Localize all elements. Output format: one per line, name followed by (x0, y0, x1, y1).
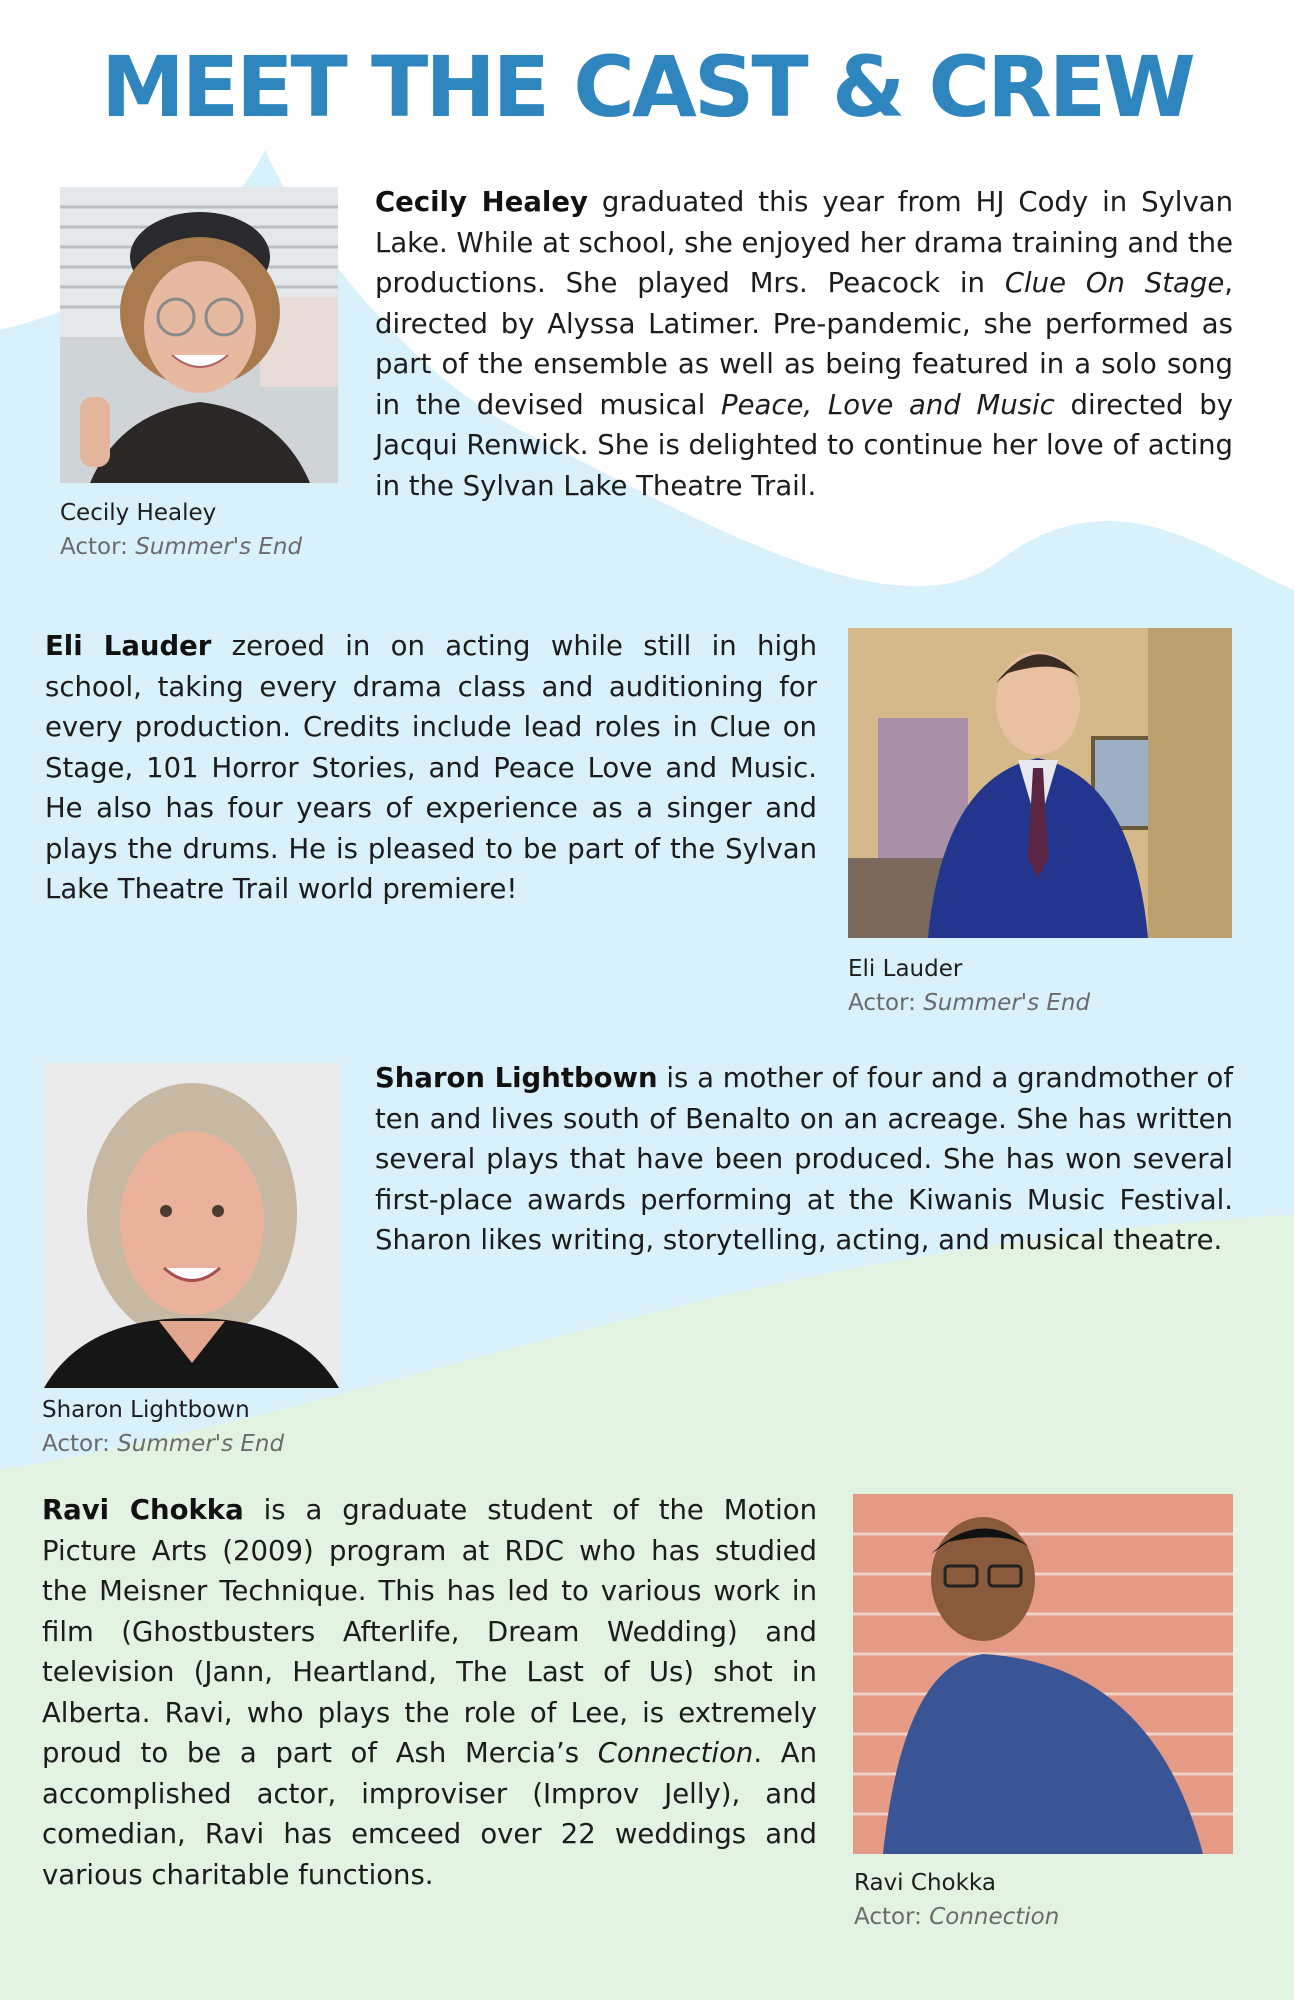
eli-lauder-bio (45, 626, 817, 910)
bio-text: . An accomplished actor, improviser (Improv Jelly), and comedian, Ravi has emceed over 22 weddings and various charitable functions. (42, 1737, 817, 1891)
caption-name: Sharon Lightbown (42, 1397, 250, 1423)
eli-lauder-caption (848, 952, 1090, 1020)
sharon-lightbown-bio (375, 1058, 1233, 1261)
bio-text: is a mother of four and a grandmother of ten and lives south of Benalto on an acreage. She has written several plays that have been produced. She has won several first-place awards performing at the Kiwanis Music Festival. Sharon likes writing, storytelling, acting, and musical theatre. (375, 1062, 1234, 1256)
bio-text: , directed by Alyssa Latimer. Pre-pandemic, she performed as part of the ensemble as well as being featured in a solo song in the devised musical (375, 267, 1234, 421)
bio-name-bold: Sharon Lightbown (375, 1062, 658, 1094)
page-title: MEET THE CAST & CREW (101, 38, 1193, 136)
ravi-chokka-photo (853, 1494, 1233, 1854)
bio-italic-title: Peace, Love and Music (721, 388, 1055, 421)
sharon-lightbown-caption (42, 1393, 284, 1461)
bio-name-bold: Ravi Chokka (42, 1494, 244, 1526)
sharon-lightbown-photo (44, 1063, 339, 1388)
bio-italic-title: Connection (597, 1737, 754, 1769)
bio-text: is a graduate student of the Motion Picture Arts (2009) program at RDC who has studied the Meisner Technique. This has led to various work in film (Ghostbusters Afterlife, Dream Wedding) and television (Jann, Heartland, The Last of Us) shot in Alberta. Ravi, who plays the role of Lee, is extremely proud to be a part of Ash Mercia’s (42, 1494, 817, 1769)
caption-role: Actor: Summer's End (848, 990, 1091, 1016)
cecily-healey-photo (60, 187, 338, 483)
bio-text: graduated this year from HJ Cody in Sylvan Lake. While at school, she enjoyed her drama training and the productions. She played Mrs. Peacock in (375, 186, 1234, 299)
caption-name: Eli Lauder (848, 956, 963, 982)
bio-text: directed by Jacqui Renwick. She is delighted to continue her love of acting in the Sylvan Lake Theatre Trail. (375, 388, 1233, 502)
cecily-healey-bio (375, 182, 1233, 506)
eli-lauder-photo (848, 628, 1232, 938)
caption-role: Actor: Summer's End (42, 1431, 285, 1457)
caption-name: Cecily Healey (60, 500, 217, 526)
bio-italic-title: Clue On Stage (1004, 267, 1225, 299)
caption-role: Actor: Connection (854, 1904, 1060, 1930)
ravi-chokka-caption (854, 1866, 1059, 1934)
bio-name-bold: Eli Lauder (45, 630, 212, 662)
bio-text: zeroed in on acting while still in high school, taking every drama class and auditioning for every production. Credits include lead roles in Clue on Stage, 101 Horror Stories, and Peace Love and Music. He also has four years of experience as a singer and plays the drums. He is pleased to be part of the Sylvan Lake Theatre Trail world premiere! (45, 630, 817, 905)
caption-role: Actor: Summer's End (60, 534, 303, 560)
ravi-chokka-bio (42, 1490, 817, 1895)
cecily-healey-caption (60, 496, 302, 564)
bio-name-bold: Cecily Healey (375, 186, 588, 218)
caption-name: Ravi Chokka (854, 1870, 996, 1896)
